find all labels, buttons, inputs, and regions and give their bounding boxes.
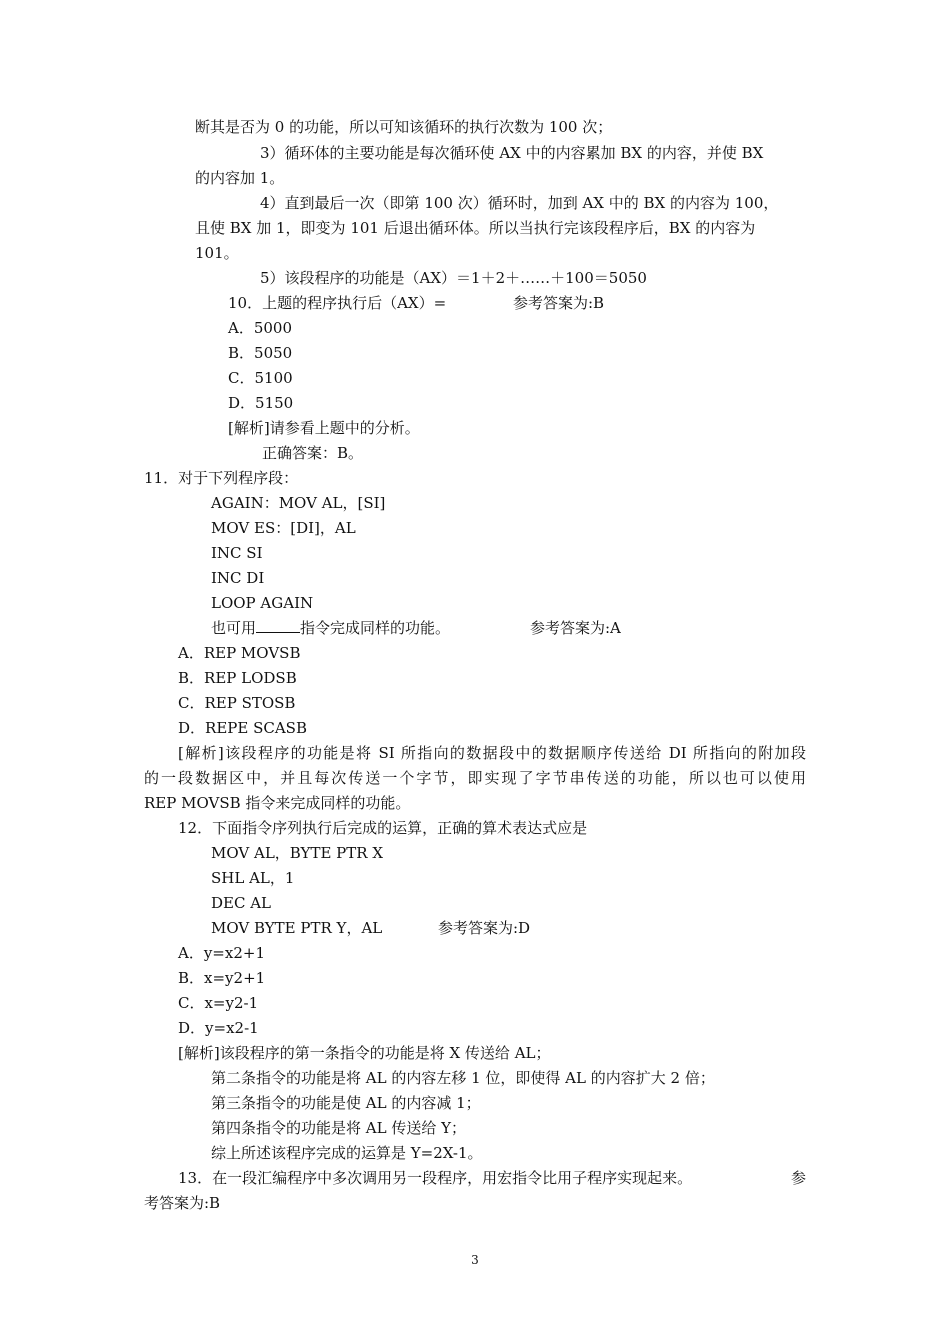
explanation [178, 743, 806, 763]
code-line: MOV AL，BYTE PTR X [211, 844, 384, 862]
explanation: 第四条指令的功能是将 AL 传送给 Y； [211, 1119, 467, 1137]
option-d: D．REPE SCASB [178, 719, 307, 737]
option-b: B．x=y2+1 [178, 969, 266, 987]
code-line: INC SI [211, 544, 263, 562]
question-10-stem: 10．上题的程序执行后（AX）= [228, 294, 447, 312]
code-line: DEC AL [211, 894, 272, 912]
explanation: REP MOVSB 指令来完成同样的功能。 [144, 794, 411, 812]
option-d: D．y=x2-1 [178, 1019, 259, 1037]
explanation [144, 768, 806, 788]
question-13-reference-answer: 考答案为:B [144, 1194, 221, 1212]
text-line: 4）直到最后一次（即第 100 次）循环时，加到 AX 中的 BX 的内容为 100， [260, 194, 779, 212]
question-10-reference-answer: 参考答案为:B [513, 294, 605, 312]
option-c: C．5100 [228, 369, 293, 387]
question-11-reference-answer: 参考答案为:A [530, 619, 621, 637]
answer-blank [256, 618, 300, 633]
option-a: A．REP MOVSB [178, 644, 301, 662]
question-11-stem: 11．对于下列程序段： [144, 469, 299, 487]
code-line: MOV BYTE PTR Y，AL [211, 919, 383, 937]
explanation-text: [解析]该段程序的功能是将 SI 所指向的数据段中的数据顺序传送给 DI 所指向的附加段 [178, 744, 806, 762]
text-line: 101。 [195, 244, 239, 262]
text-line: 5）该段程序的功能是（AX）＝1＋2＋……＋100＝5050 [260, 269, 647, 287]
explanation: 第三条指令的功能是使 AL 的内容减 1； [211, 1094, 481, 1112]
code-line: MOV ES：[DI]，AL [211, 519, 356, 537]
explanation: 第二条指令的功能是将 AL 的内容左移 1 位，即使得 AL 的内容扩大 2 倍； [211, 1069, 715, 1087]
explanation: [解析]请参看上题中的分析。 [228, 419, 420, 437]
question-12-reference-answer: 参考答案为:D [438, 919, 531, 937]
option-c: C．REP STOSB [178, 694, 296, 712]
code-line: INC DI [211, 569, 265, 587]
tail-prefix: 也可用 [211, 619, 257, 637]
option-d: D．5150 [228, 394, 294, 412]
explanation-text: 的一段数据区中，并且每次传送一个字节，即实现了字节串传送的功能，所以也可以使用 [144, 769, 806, 787]
question-13-stem: 13．在一段汇编程序中多次调用另一段程序，用宏指令比用子程序实现起来。 [178, 1169, 693, 1187]
question-11-tail [211, 618, 450, 638]
correct-answer: 正确答案：B。 [262, 444, 364, 462]
code-line: AGAIN：MOV AL，[SI] [211, 494, 386, 512]
tail-suffix: 指令完成同样的功能。 [300, 619, 451, 637]
explanation: 综上所述该程序完成的运算是 Y=2X-1。 [211, 1144, 483, 1162]
option-b: B．5050 [228, 344, 293, 362]
text-line: 的内容加 1。 [195, 169, 285, 187]
text-line: 且使 BX 加 1，即变为 101 后退出循环体。所以当执行完该段程序后，BX 的内容为 [195, 219, 756, 237]
option-c: C．x=y2-1 [178, 994, 259, 1012]
question-13-reference-answer: 参 [791, 1169, 807, 1187]
question-12-stem: 12．下面指令序列执行后完成的运算，正确的算术表达式应是 [178, 819, 588, 837]
page-number: 3 [471, 1253, 479, 1267]
option-a: A．5000 [228, 319, 293, 337]
code-line: SHL AL，1 [211, 869, 295, 887]
text-line: 3）循环体的主要功能是每次循环使 AX 中的内容累加 BX 的内容，并使 BX [260, 144, 764, 162]
explanation: [解析]该段程序的第一条指令的功能是将 X 传送给 AL； [178, 1044, 551, 1062]
text-line: 断其是否为 0 的功能，所以可知该循环的执行次数为 100 次； [195, 118, 613, 136]
option-a: A．y=x2+1 [178, 944, 265, 962]
code-line: LOOP AGAIN [211, 594, 314, 612]
option-b: B．REP LODSB [178, 669, 297, 687]
